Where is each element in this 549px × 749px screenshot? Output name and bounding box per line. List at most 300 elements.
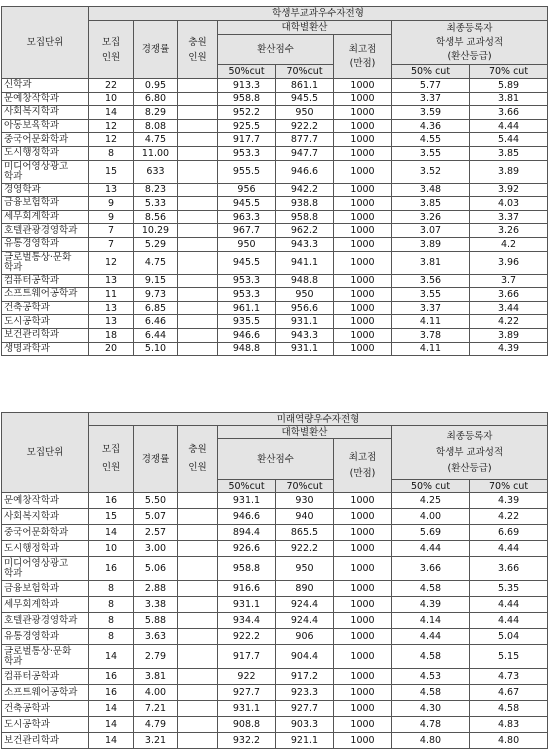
cell-grade-cut70: 3.81 [470, 92, 548, 106]
cell-conv-cut70: 861.1 [276, 79, 334, 93]
cell-extra [178, 251, 218, 274]
table-row [2, 79, 548, 93]
cell-conv-cut50: 945.5 [218, 197, 276, 211]
cell-conv-cut50: 932.2 [218, 733, 276, 749]
cell-extra [178, 79, 218, 93]
cell-extra [178, 597, 218, 613]
cell-grade-cut50: 3.48 [392, 183, 470, 197]
cell-conv-cut70: 877.7 [276, 133, 334, 147]
cell-grade-cut50: 4.36 [392, 119, 470, 133]
cell-grade-cut50: 3.56 [392, 274, 470, 288]
cell-conv-cut50: 894.4 [218, 525, 276, 541]
cell-grade-cut50: 4.44 [392, 541, 470, 557]
cell-ratio: 6.44 [134, 328, 178, 342]
cell-ratio: 5.33 [134, 197, 178, 211]
cell-unit: 사회복지학과 [2, 106, 89, 120]
cell-max-score: 1000 [334, 92, 392, 106]
cell-conv-cut70: 923.3 [276, 685, 334, 701]
cell-quota: 14 [89, 106, 134, 120]
cell-grade-cut70: 4.22 [470, 509, 548, 525]
cell-grade-cut50: 3.85 [392, 197, 470, 211]
table-row [2, 237, 548, 251]
cell-grade-cut70: 3.66 [470, 557, 548, 581]
cell-conv-cut50: 963.3 [218, 210, 276, 224]
table-row [2, 509, 548, 525]
cell-quota: 14 [89, 525, 134, 541]
table-row [2, 717, 548, 733]
table-row [2, 301, 548, 315]
table-row [2, 288, 548, 302]
cell-quota: 12 [89, 133, 134, 147]
table-row [2, 274, 548, 288]
table-row [2, 701, 548, 717]
cell-conv-cut70: 950 [276, 557, 334, 581]
cell-grade-cut50: 5.69 [392, 525, 470, 541]
cell-conv-cut50: 922.2 [218, 629, 276, 645]
cell-extra [178, 717, 218, 733]
cell-quota: 8 [89, 146, 134, 160]
cell-conv-cut50: 967.7 [218, 224, 276, 238]
cell-grade-cut50: 4.30 [392, 701, 470, 717]
cell-grade-cut70: 3.96 [470, 251, 548, 274]
cell-conv-cut70: 890 [276, 581, 334, 597]
cell-max-score: 1000 [334, 224, 392, 238]
table-row [2, 92, 548, 106]
cell-conv-cut70: 921.1 [276, 733, 334, 749]
table-row [2, 629, 548, 645]
cell-conv-cut50: 931.1 [218, 597, 276, 613]
cell-conv-cut70: 956.6 [276, 301, 334, 315]
table-row [2, 210, 548, 224]
cell-quota: 18 [89, 328, 134, 342]
cell-conv-cut50: 946.6 [218, 328, 276, 342]
header-cut70: 70%cut [276, 65, 334, 79]
cell-ratio: 0.95 [134, 79, 178, 93]
cell-ratio: 5.07 [134, 509, 178, 525]
cell-unit: 건축공학과 [2, 701, 89, 717]
cell-grade-cut50: 3.66 [392, 557, 470, 581]
header-grade-cut50: 50% cut [392, 480, 470, 493]
cell-max-score: 1000 [334, 701, 392, 717]
table-row [2, 224, 548, 238]
header-extra: 충원 인원 [178, 426, 218, 493]
cell-unit: 미디어영상광고 학과 [2, 557, 89, 581]
cell-conv-cut50: 955.5 [218, 160, 276, 183]
cell-quota: 10 [89, 92, 134, 106]
table-row [2, 342, 548, 356]
header-quota: 모집 인원 [89, 426, 134, 493]
cell-unit: 사회복지학과 [2, 509, 89, 525]
cell-max-score: 1000 [334, 669, 392, 685]
cell-conv-cut50: 931.1 [218, 701, 276, 717]
cell-max-score: 1000 [334, 509, 392, 525]
cell-max-score: 1000 [334, 237, 392, 251]
table-row [2, 525, 548, 541]
cell-conv-cut70: 931.1 [276, 342, 334, 356]
header-grade-cut50: 50% cut [392, 65, 470, 79]
cell-grade-cut70: 3.66 [470, 106, 548, 120]
cell-conv-cut70: 946.6 [276, 160, 334, 183]
cell-conv-cut50: 917.7 [218, 133, 276, 147]
cell-ratio: 5.29 [134, 237, 178, 251]
cell-extra [178, 613, 218, 629]
header-ratio: 경쟁률 [134, 426, 178, 493]
cell-quota: 15 [89, 509, 134, 525]
cell-ratio: 9.15 [134, 274, 178, 288]
cell-max-score: 1000 [334, 613, 392, 629]
cell-unit: 보건관리학과 [2, 328, 89, 342]
cell-conv-cut50: 927.7 [218, 685, 276, 701]
table-row [2, 597, 548, 613]
cell-conv-cut70: 931.1 [276, 315, 334, 329]
cell-grade-cut70: 4.67 [470, 685, 548, 701]
cell-conv-cut50: 950 [218, 237, 276, 251]
header-quota: 모집 인원 [89, 21, 134, 79]
cell-ratio: 5.50 [134, 493, 178, 509]
cell-conv-cut50: 926.6 [218, 541, 276, 557]
cell-grade-cut50: 4.58 [392, 581, 470, 597]
cell-extra [178, 274, 218, 288]
cell-quota: 16 [89, 685, 134, 701]
cell-conv-cut50: 913.3 [218, 79, 276, 93]
cell-ratio: 5.10 [134, 342, 178, 356]
cell-max-score: 1000 [334, 645, 392, 669]
cell-quota: 15 [89, 160, 134, 183]
cell-ratio: 633 [134, 160, 178, 183]
cell-conv-cut70: 958.8 [276, 210, 334, 224]
cell-unit: 글로벌통상·문화 학과 [2, 645, 89, 669]
cell-grade-cut50: 4.14 [392, 613, 470, 629]
cell-grade-cut50: 4.44 [392, 629, 470, 645]
cell-conv-cut50: 952.2 [218, 106, 276, 120]
cell-ratio: 2.79 [134, 645, 178, 669]
cell-unit: 미디어영상광고 학과 [2, 160, 89, 183]
cell-grade-cut70: 3.37 [470, 210, 548, 224]
cell-quota: 9 [89, 210, 134, 224]
cell-unit: 경영학과 [2, 183, 89, 197]
cell-unit: 유통경영학과 [2, 237, 89, 251]
cell-unit: 보건관리학과 [2, 733, 89, 749]
cell-ratio: 8.56 [134, 210, 178, 224]
header-converted-score: 환산점수 [218, 439, 334, 480]
cell-conv-cut50: 934.4 [218, 613, 276, 629]
cell-extra [178, 197, 218, 211]
cell-grade-cut50: 4.80 [392, 733, 470, 749]
cell-extra [178, 645, 218, 669]
header-converted-score: 환산점수 [218, 35, 334, 65]
cell-quota: 8 [89, 613, 134, 629]
header-ratio: 경쟁률 [134, 21, 178, 79]
cell-unit: 중국어문화학과 [2, 525, 89, 541]
cell-conv-cut50: 945.5 [218, 251, 276, 274]
table-row [2, 685, 548, 701]
cell-grade-cut70: 4.39 [470, 493, 548, 509]
table-row [2, 315, 548, 329]
cell-grade-cut50: 5.77 [392, 79, 470, 93]
cell-ratio: 3.00 [134, 541, 178, 557]
cell-grade-cut70: 4.44 [470, 541, 548, 557]
cell-grade-cut70: 3.89 [470, 160, 548, 183]
table-row [2, 669, 548, 685]
cell-conv-cut70: 950 [276, 106, 334, 120]
cell-conv-cut70: 943.3 [276, 237, 334, 251]
cell-grade-cut50: 4.58 [392, 645, 470, 669]
header-grade-cut70: 70% cut [470, 65, 548, 79]
cell-conv-cut50: 953.3 [218, 146, 276, 160]
table-row [2, 581, 548, 597]
cell-unit: 금융보험학과 [2, 197, 89, 211]
cell-conv-cut50: 953.3 [218, 288, 276, 302]
cell-conv-cut50: 958.8 [218, 557, 276, 581]
cell-extra [178, 301, 218, 315]
cell-conv-cut50: 961.1 [218, 301, 276, 315]
cell-conv-cut50: 925.5 [218, 119, 276, 133]
cell-conv-cut50: 916.6 [218, 581, 276, 597]
cell-extra [178, 669, 218, 685]
cell-extra [178, 106, 218, 120]
cell-grade-cut50: 4.39 [392, 597, 470, 613]
cell-quota: 20 [89, 342, 134, 356]
cell-quota: 12 [89, 251, 134, 274]
cell-quota: 16 [89, 493, 134, 509]
header-final-registrant: 최종등록자 학생부 교과성적 (환산등급) [392, 426, 548, 480]
cell-max-score: 1000 [334, 288, 392, 302]
cell-ratio: 3.38 [134, 597, 178, 613]
table-row [2, 119, 548, 133]
cell-unit: 도시공학과 [2, 315, 89, 329]
cell-conv-cut50: 946.6 [218, 509, 276, 525]
cell-ratio: 8.08 [134, 119, 178, 133]
cell-extra [178, 525, 218, 541]
header-unit: 모집단위 [2, 7, 89, 79]
cell-extra [178, 493, 218, 509]
cell-max-score: 1000 [334, 79, 392, 93]
cell-grade-cut70: 3.44 [470, 301, 548, 315]
cell-conv-cut70: 922.2 [276, 119, 334, 133]
cell-grade-cut70: 5.89 [470, 79, 548, 93]
table-row [2, 183, 548, 197]
cell-grade-cut50: 4.25 [392, 493, 470, 509]
cell-extra [178, 685, 218, 701]
cell-grade-cut50: 3.26 [392, 210, 470, 224]
table-row [2, 733, 548, 749]
cell-conv-cut50: 935.5 [218, 315, 276, 329]
cell-conv-cut70: 927.7 [276, 701, 334, 717]
cell-conv-cut50: 922 [218, 669, 276, 685]
header-univ-conversion: 대학별환산 [218, 21, 392, 35]
cell-unit: 소프트웨어공학과 [2, 685, 89, 701]
cell-conv-cut70: 943.3 [276, 328, 334, 342]
cell-ratio: 4.75 [134, 251, 178, 274]
cell-unit: 신학과 [2, 79, 89, 93]
cell-max-score: 1000 [334, 251, 392, 274]
table-row [2, 613, 548, 629]
header-univ-conversion: 대학별환산 [218, 426, 392, 439]
cell-ratio: 2.57 [134, 525, 178, 541]
cell-grade-cut50: 4.11 [392, 342, 470, 356]
header-max-score: 최고점 (만점) [334, 439, 392, 493]
cell-extra [178, 328, 218, 342]
cell-quota: 8 [89, 629, 134, 645]
cell-conv-cut70: 906 [276, 629, 334, 645]
cell-extra [178, 557, 218, 581]
cell-extra [178, 183, 218, 197]
cell-extra [178, 92, 218, 106]
cell-grade-cut70: 6.69 [470, 525, 548, 541]
cell-unit: 글로벌통상·문화 학과 [2, 251, 89, 274]
table-row [2, 557, 548, 581]
cell-quota: 13 [89, 301, 134, 315]
table-row [2, 645, 548, 669]
cell-unit: 호텔관광경영학과 [2, 224, 89, 238]
cell-ratio: 7.21 [134, 701, 178, 717]
cell-extra [178, 733, 218, 749]
cell-quota: 13 [89, 274, 134, 288]
cell-ratio: 4.75 [134, 133, 178, 147]
cell-conv-cut70: 942.2 [276, 183, 334, 197]
cell-extra [178, 160, 218, 183]
cell-unit: 도시행정학과 [2, 541, 89, 557]
cell-conv-cut50: 958.8 [218, 92, 276, 106]
cell-quota: 8 [89, 581, 134, 597]
cell-grade-cut50: 3.37 [392, 92, 470, 106]
cell-conv-cut70: 904.4 [276, 645, 334, 669]
cell-quota: 9 [89, 197, 134, 211]
cell-max-score: 1000 [334, 597, 392, 613]
cell-extra [178, 146, 218, 160]
cell-unit: 문예창작학과 [2, 493, 89, 509]
cell-conv-cut50: 931.1 [218, 493, 276, 509]
cell-quota: 14 [89, 717, 134, 733]
header-grade-cut70: 70% cut [470, 480, 548, 493]
cell-conv-cut70: 950 [276, 288, 334, 302]
cell-quota: 14 [89, 733, 134, 749]
table-row [2, 133, 548, 147]
cell-grade-cut50: 3.81 [392, 251, 470, 274]
cell-quota: 10 [89, 541, 134, 557]
table-row [2, 146, 548, 160]
cell-grade-cut50: 3.07 [392, 224, 470, 238]
cell-extra [178, 342, 218, 356]
cell-ratio: 6.80 [134, 92, 178, 106]
cell-grade-cut70: 4.58 [470, 701, 548, 717]
cell-grade-cut70: 4.03 [470, 197, 548, 211]
cell-quota: 16 [89, 557, 134, 581]
cell-grade-cut70: 4.22 [470, 315, 548, 329]
cell-unit: 중국어문화학과 [2, 133, 89, 147]
cell-unit: 아동보육학과 [2, 119, 89, 133]
cell-quota: 11 [89, 288, 134, 302]
cell-grade-cut70: 4.83 [470, 717, 548, 733]
cell-grade-cut50: 3.55 [392, 146, 470, 160]
cell-quota: 7 [89, 224, 134, 238]
cell-grade-cut50: 4.53 [392, 669, 470, 685]
table-row [2, 251, 548, 274]
cell-grade-cut50: 4.78 [392, 717, 470, 733]
cell-grade-cut70: 5.35 [470, 581, 548, 597]
cell-extra [178, 210, 218, 224]
cell-max-score: 1000 [334, 146, 392, 160]
cell-ratio: 6.85 [134, 301, 178, 315]
cell-grade-cut50: 4.55 [392, 133, 470, 147]
cell-max-score: 1000 [334, 106, 392, 120]
cell-conv-cut70: 924.4 [276, 597, 334, 613]
cell-grade-cut70: 4.39 [470, 342, 548, 356]
cell-conv-cut50: 908.8 [218, 717, 276, 733]
cell-unit: 소프트웨어공학과 [2, 288, 89, 302]
cell-max-score: 1000 [334, 315, 392, 329]
cell-unit: 도시공학과 [2, 717, 89, 733]
cell-conv-cut70: 962.2 [276, 224, 334, 238]
table-row [2, 106, 548, 120]
cell-max-score: 1000 [334, 525, 392, 541]
cell-grade-cut70: 4.80 [470, 733, 548, 749]
group-title: 학생부교과우수자전형 [89, 7, 548, 21]
table-row [2, 493, 548, 509]
table-row [2, 197, 548, 211]
cell-unit: 컴퓨터공학과 [2, 669, 89, 685]
cell-grade-cut70: 3.26 [470, 224, 548, 238]
cell-quota: 8 [89, 597, 134, 613]
cell-max-score: 1000 [334, 685, 392, 701]
cell-grade-cut70: 4.73 [470, 669, 548, 685]
cell-unit: 문예창작학과 [2, 92, 89, 106]
cell-conv-cut70: 938.8 [276, 197, 334, 211]
cell-grade-cut70: 5.44 [470, 133, 548, 147]
cell-max-score: 1000 [334, 629, 392, 645]
cell-grade-cut70: 4.44 [470, 597, 548, 613]
cell-unit: 금융보험학과 [2, 581, 89, 597]
cell-conv-cut50: 953.3 [218, 274, 276, 288]
cell-ratio: 3.63 [134, 629, 178, 645]
cell-ratio: 8.29 [134, 106, 178, 120]
cell-grade-cut70: 3.92 [470, 183, 548, 197]
cell-extra [178, 701, 218, 717]
cell-ratio: 6.46 [134, 315, 178, 329]
cell-grade-cut70: 4.44 [470, 119, 548, 133]
cell-ratio: 4.00 [134, 685, 178, 701]
cell-max-score: 1000 [334, 133, 392, 147]
cell-extra [178, 288, 218, 302]
cell-unit: 컴퓨터공학과 [2, 274, 89, 288]
cell-extra [178, 541, 218, 557]
cell-extra [178, 224, 218, 238]
table-body [2, 493, 548, 749]
cell-grade-cut70: 3.85 [470, 146, 548, 160]
cell-conv-cut50: 948.8 [218, 342, 276, 356]
cell-conv-cut70: 940 [276, 509, 334, 525]
cell-conv-cut70: 930 [276, 493, 334, 509]
cell-grade-cut70: 3.89 [470, 328, 548, 342]
cell-grade-cut50: 3.52 [392, 160, 470, 183]
cell-ratio: 5.06 [134, 557, 178, 581]
cell-grade-cut70: 5.15 [470, 645, 548, 669]
admission-table-1 [1, 6, 548, 356]
cell-max-score: 1000 [334, 197, 392, 211]
group-title: 미래역량우수자전형 [89, 413, 548, 426]
cell-extra [178, 509, 218, 525]
table-row [2, 541, 548, 557]
cell-grade-cut50: 4.58 [392, 685, 470, 701]
table-row [2, 328, 548, 342]
cell-grade-cut70: 4.44 [470, 613, 548, 629]
cell-unit: 도시행정학과 [2, 146, 89, 160]
cell-max-score: 1000 [334, 557, 392, 581]
header-cut50: 50%cut [218, 480, 276, 493]
cell-quota: 12 [89, 119, 134, 133]
cell-max-score: 1000 [334, 119, 392, 133]
cell-max-score: 1000 [334, 160, 392, 183]
